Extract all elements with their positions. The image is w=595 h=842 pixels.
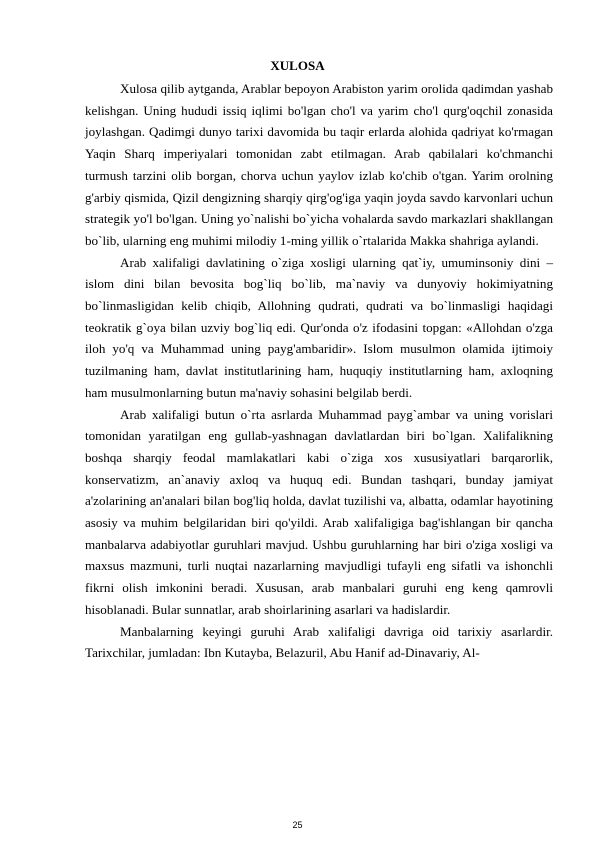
page-number: 25	[292, 820, 303, 830]
paragraph-2: Arab xalifaligi davlatining o`ziga xosligi ularning qat`iy, umuminsoniy dini – islom dini bilan bevosita bog`liq bo`lib, ma`naviy va dunyoviy hokimiyatning bo`linmasligidan kelib chiqib, Allohning qudrati, qudrati va bo`linmasligi haqidagi teokratik g`oya bilan uzviy bog`liq edi. Qur'onda o'z ifodasini topgan: «Allohdan o'zga iloh yo'q va Muhammad uning payg'ambaridir». Islom musulmon olamida ijtimoiy tuzilmaning ham, davlat institutlarining ham, huquqiy institutlarning ham, axloqning ham musulmonlarning butun ma'naviy sohasini belgilab berdi.	[85, 254, 553, 400]
paragraph-3: Arab xalifaligi butun o`rta asrlarda Muhammad payg`ambar va uning vorislari tomonidan yaratilgan eng gullab-yashnagan davlatlardan biri bo`lgan. Xalifalikning boshqa sharqiy feodal mamlakatlari kabi o`ziga xos xususiyatlari barqarorlik, konservatizm, an`anaviy axloq va huquq edi. Bundan tashqari, bunday jamiyat a'zolarining an'analari bilan bog'liq holda, davlat tuzilishi va, albatta, odamlar hayotining asosiy va muhim belgilaridan biri qo'yildi. Arab xalifaligiga bag'ishlangan bir qancha manbalarva adabiyotlar guruhlari mavjud. Ushbu guruhlarning har biri o'ziga xosligi va maxsus mazmuni, turli nuqtai nazarlarning mavjudligi tufayli eng sifatli va ishonchli fikrni olish imkonini beradi. Xususan, arab manbalari guruhi eng keng qamrovli hisoblanadi. Bular sunnatlar, arab shoirlarining asarlari va hadislardir.	[85, 406, 553, 617]
paragraph-4: Manbalarning keyingi guruhi Arab xalifaligi davriga oid tarixiy asarlardir. Tarixchilar, jumladan: Ibn Kutayba, Belazuril, Abu Hanif ad-Dinavariy, Al-	[85, 623, 553, 661]
page-title: XULOSA	[270, 58, 325, 73]
paragraph-1: Xulosa qilib aytganda, Arablar bepoyon Arabiston yarim orolida qadimdan yashab kelishgan. Uning hududi issiq iqlimi bo'lgan cho'l va yarim cho'l qurg'oqchil zonasida joylashgan. Qadimgi dunyo tarixi davomida bu taqir erlarda alohida qadriyat ko'rmagan Yaqin Sharq imperiyalari tomonidan zabt etilmagan. Arab qabilalari ko'chmanchi turmush tarzini olib borgan, chorva uchun yaylov izlab ko'chib o'tgan. Yarim orolning g'arbiy qismida, Qizil dengizning sharqiy qirg'og'iga yaqin joyda savdo karvonlari uchun strategik yo'l bo'lgan. Uning yo`nalishi bo`yicha vohalarda savdo markazlari shakllangan bo`lib, ularning eng muhimi milodiy 1-ming yillik o`rtalarida Makka shahriga aylandi.	[85, 81, 553, 248]
body-text	[85, 78, 553, 664]
